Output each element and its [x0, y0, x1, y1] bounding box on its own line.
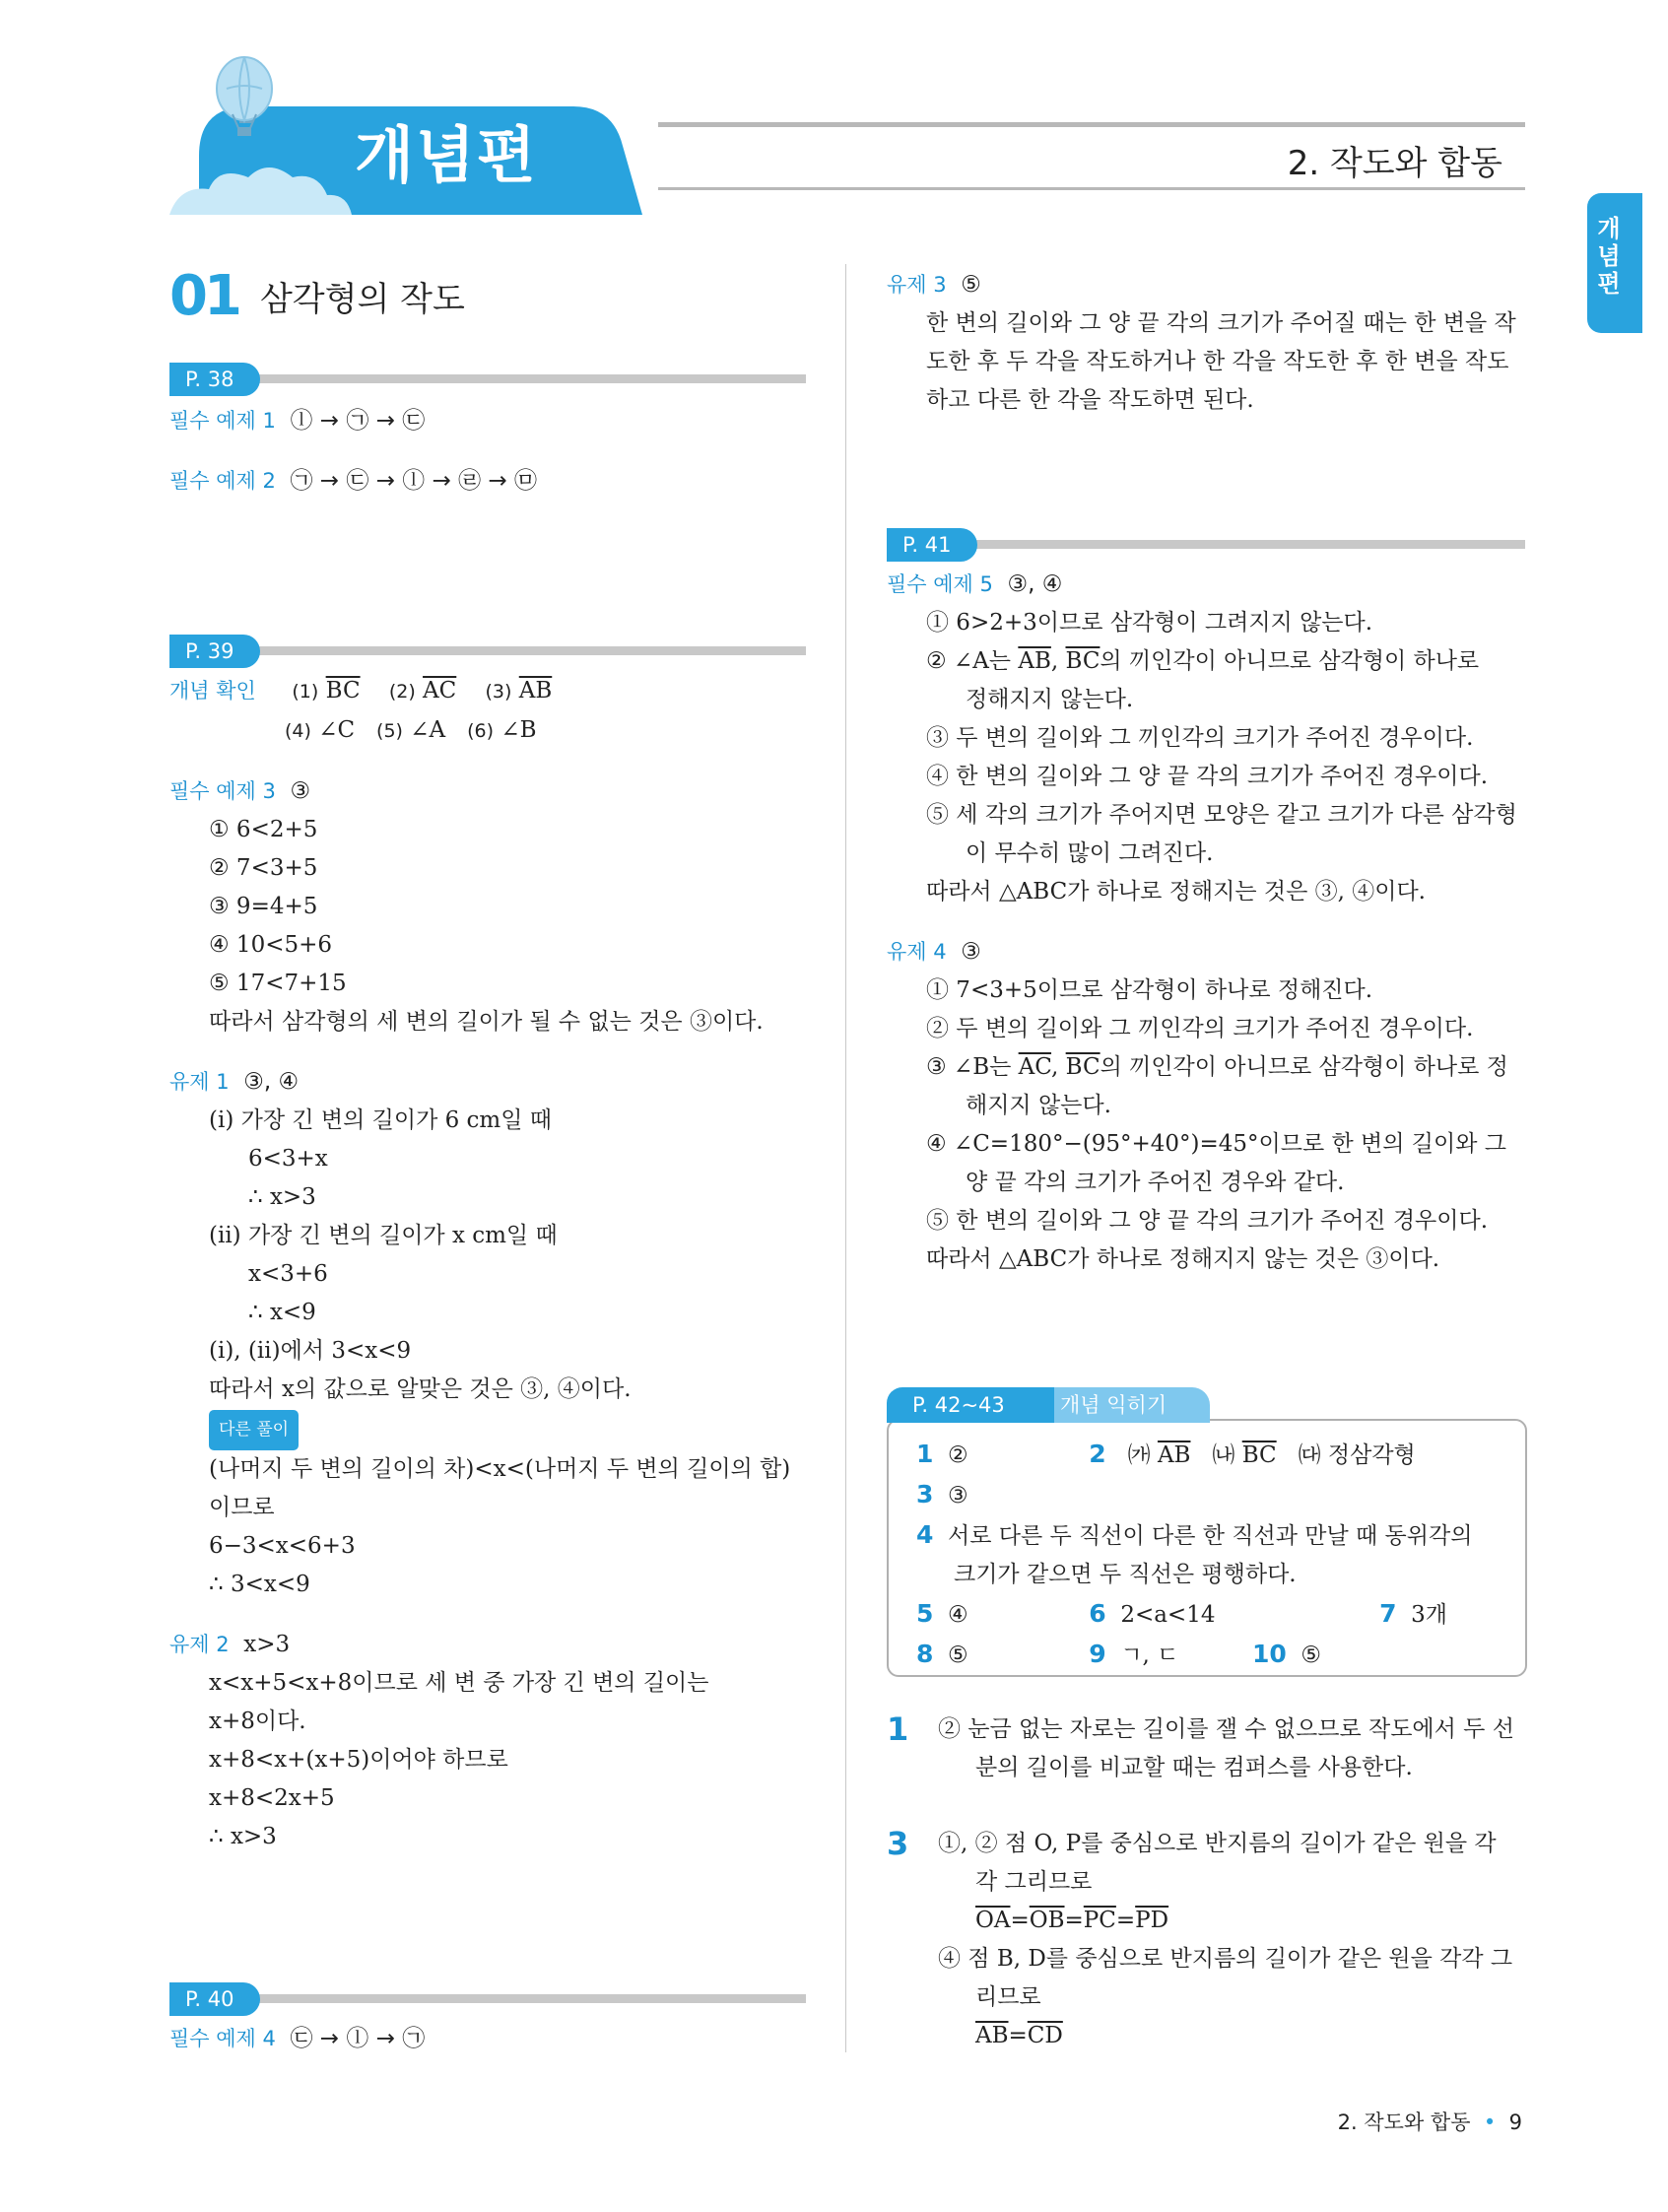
solution-line: x+8<2x+5: [209, 1785, 335, 1811]
solution-line: ③ 두 변의 길이와 그 끼인각의 크기가 주어진 경우이다.: [926, 725, 1474, 751]
conclusion: 따라서 삼각형의 세 변의 길이가 될 수 없는 것은 ③이다.: [209, 1009, 764, 1035]
example-1: 필수 예제 1 ⓛ → ㉠ → ㉢: [169, 408, 426, 434]
solution-line: 6<3+x: [248, 1146, 328, 1172]
list-item: ④ 10<5+6: [209, 932, 333, 958]
solution-line: 양 끝 각의 크기가 주어진 경우와 같다.: [966, 1170, 1345, 1195]
box-tab-pages: P. 42~43: [887, 1387, 1054, 1423]
solution-line: 이 무수히 많이 그려진다.: [966, 840, 1214, 866]
page-label: P. 38: [169, 363, 260, 396]
footer-dot: •: [1477, 2111, 1502, 2134]
page-40-block: [169, 1982, 806, 2058]
exercise-4: 유제 4 ③: [887, 939, 981, 965]
page-label: P. 41: [887, 528, 977, 562]
solution-line: ① 7<3+5이므로 삼각형이 하나로 정해진다.: [926, 977, 1373, 1003]
section-heading: [169, 264, 465, 328]
page-label: P. 39: [169, 635, 260, 668]
concept-check-row-2: (4) ∠C (5) ∠A (6) ∠B: [285, 717, 537, 743]
answer-row: 1 ② 2 ㈎ $\overline{AB}$ ㈏ $\overline{BC}$ ㈐ 정삼각형: [916, 1440, 1416, 1468]
box-tab-concept: 개념 익히기: [1034, 1387, 1210, 1423]
solution-line: ⑤ 한 변의 길이와 그 양 끝 각의 크기가 주어진 경우이다.: [926, 1208, 1488, 1234]
example-2: 필수 예제 2 ㉠ → ㉢ → ⓛ → ㉣ → ㉤: [169, 468, 538, 494]
column-divider: [845, 264, 846, 2052]
solution-line: (ⅰ) 가장 긴 변의 길이가 6 cm일 때: [209, 1107, 552, 1133]
solution-line: 리므로: [975, 1984, 1041, 2010]
example-5: 필수 예제 5 ③, ④: [887, 571, 1063, 597]
solution-line: ∴ 3<x<9: [209, 1572, 310, 1597]
section-title: 삼각형의 작도: [259, 280, 465, 319]
solution-line: 각 그리므로: [975, 1869, 1093, 1895]
exercise-1: 유제 1 ③, ④: [169, 1069, 300, 1095]
answer-row: 4 서로 다른 두 직선이 다른 한 직선과 만날 때 동위각의: [916, 1520, 1473, 1549]
answer-box: [887, 1387, 1525, 1675]
solution-line: ② 두 변의 길이와 그 끼인각의 크기가 주어진 경우이다.: [926, 1016, 1474, 1041]
solution-line: 하고 다른 한 각을 작도하면 된다.: [926, 387, 1254, 413]
solution-3: [887, 1825, 1525, 2055]
solution-line: ① 6>2+3이므로 삼각형이 그려지지 않는다.: [926, 610, 1373, 636]
alt-solution-badge-row: [169, 1409, 806, 1450]
alt-solution-badge: 다른 풀이: [209, 1410, 299, 1450]
solution-line: x+8이다.: [209, 1709, 306, 1734]
solution-line: 분의 길이를 비교할 때는 컴퍼스를 사용한다.: [975, 1755, 1413, 1780]
page-label: P. 40: [169, 1982, 260, 2016]
solution-line: ④ 점 B, D를 중심으로 반지름의 길이가 같은 원을 각각 그: [938, 1946, 1513, 1972]
solution-number: 1: [887, 1710, 909, 1748]
solution-number: 3: [887, 1825, 909, 1862]
solution-line: 도한 후 두 각을 작도하거나 한 각을 작도한 후 한 변을 작도: [926, 349, 1509, 374]
list-item: ② 7<3+5: [209, 855, 318, 881]
solution-line: ∴ x>3: [209, 1824, 277, 1849]
example-4: 필수 예제 4 ㉢ → ⓛ → ㉠: [169, 2026, 426, 2051]
solution-line: 정해지지 않는다.: [966, 687, 1134, 712]
page-bar: [169, 635, 806, 668]
solution-1: [887, 1710, 1525, 1787]
list-item: ① 6<2+5: [209, 817, 318, 842]
solution-line: ② ∠A는 $\overline{AB}$, $\overline{BC}$의 끼인각이 아니므로 삼각형이 하나로: [926, 648, 1480, 674]
answer-row: 3 ③: [916, 1480, 968, 1508]
equation: $\overline{AB}=\overline{CD}$: [975, 2023, 1063, 2048]
solution-line: 6−3<x<6+3: [209, 1533, 356, 1559]
header-rule-top: [658, 122, 1525, 127]
solution-line: x<3+6: [248, 1261, 328, 1287]
page-number: 9: [1508, 2111, 1522, 2134]
equation: $\overline{OA}=\overline{OB}=\overline{PC}=\overline{PD}$: [975, 1908, 1169, 1933]
exercise-2: 유제 2 x>3: [169, 1632, 291, 1657]
solution-line: ④ 한 변의 길이와 그 양 끝 각의 크기가 주어진 경우이다.: [926, 764, 1488, 789]
solution-line: ∴ x<9: [248, 1300, 316, 1325]
side-tab-label: 개념편: [1597, 215, 1621, 298]
solution-line: ∴ x>3: [248, 1184, 316, 1210]
solution-line: x+8<x+(x+5)이어야 하므로: [209, 1747, 508, 1773]
page-footer: [1338, 2107, 1522, 2136]
answer-row: 크기가 같으면 두 직선은 평행하다.: [954, 1562, 1297, 1587]
side-tab: [1587, 193, 1642, 333]
solution-line: (ⅰ), (ⅱ)에서 3<x<9: [209, 1338, 412, 1364]
answer-row: 8 ⑤ 9 ㄱ, ㄷ 10 ⑤: [916, 1640, 1322, 1668]
page-bar: [169, 1982, 806, 2016]
solution-line: ④ ∠C=180°−(95°+40°)=45°이므로 한 변의 길이와 그: [926, 1131, 1506, 1157]
answer-grid: [916, 1435, 1507, 1675]
chapter-title: 2. 작도와 합동: [1287, 144, 1502, 183]
footer-chapter: 2. 작도와 합동: [1337, 2111, 1471, 2134]
solution-line: x<x+5<x+8이므로 세 변 중 가장 긴 변의 길이는: [209, 1670, 709, 1696]
balloon-icon: [205, 53, 284, 142]
solution-line: ①, ② 점 O, P를 중심으로 반지름의 길이가 같은 원을 각: [938, 1831, 1497, 1856]
solution-line: ③ ∠B는 $\overline{AC}$, $\overline{BC}$의 끼인각이 아니므로 삼각형이 하나로 정: [926, 1054, 1508, 1080]
solution-line: ⑤ 세 각의 크기가 주어지면 모양은 같고 크기가 다른 삼각형: [926, 802, 1517, 828]
solution-line: (ⅱ) 가장 긴 변의 길이가 x cm일 때: [209, 1223, 558, 1248]
concept-check-row-1: 개념 확인 (1) $\overline{BC}$ (2) $\overline{AC}$ (3) $\overline{AB}$: [169, 678, 553, 704]
section-number: 01: [169, 264, 238, 328]
page-38-block: [169, 363, 806, 501]
exercise-3: 유제 3 ⑤ 한 변의 길이와 그 양 끝 각의 크기가 주어질 때는 한 변을 작 도한 후 두 각을 작도하거나 한 각을 작도한 후 한 변을 작도 하고 다른 한 각을 작도하면 된다.: [887, 266, 1525, 420]
list-item: ③ 9=4+5: [209, 894, 318, 919]
solution-line: 따라서 △ABC가 하나로 정해지지 않는 것은 ③이다.: [926, 1246, 1440, 1272]
solution-line: (나머지 두 변의 길이의 차)<x<(나머지 두 변의 길이의 합): [209, 1456, 791, 1482]
page-41-block: [887, 528, 1525, 1279]
solution-line: 이므로: [209, 1495, 275, 1520]
solution-line: 해지지 않는다.: [966, 1093, 1111, 1118]
page-39-block: [169, 635, 806, 1856]
answer-row: 5 ④ 6 2<a<14 7 3개: [916, 1599, 1447, 1628]
example-3: 필수 예제 3 ③: [169, 778, 311, 804]
header-title: 개념편: [355, 119, 538, 191]
solution-line: 한 변의 길이와 그 양 끝 각의 크기가 주어질 때는 한 변을 작: [926, 310, 1516, 336]
solution-line: 따라서 x의 값으로 알맞은 것은 ③, ④이다.: [209, 1376, 632, 1402]
page-bar: [169, 363, 806, 396]
solution-line: 따라서 △ABC가 하나로 정해지는 것은 ③, ④이다.: [926, 879, 1426, 905]
header-rule-bottom: [658, 187, 1525, 190]
solution-line: ② 눈금 없는 자로는 길이를 잴 수 없으므로 작도에서 두 선: [938, 1716, 1514, 1742]
page-bar: [887, 528, 1525, 562]
list-item: ⑤ 17<7+15: [209, 971, 347, 996]
